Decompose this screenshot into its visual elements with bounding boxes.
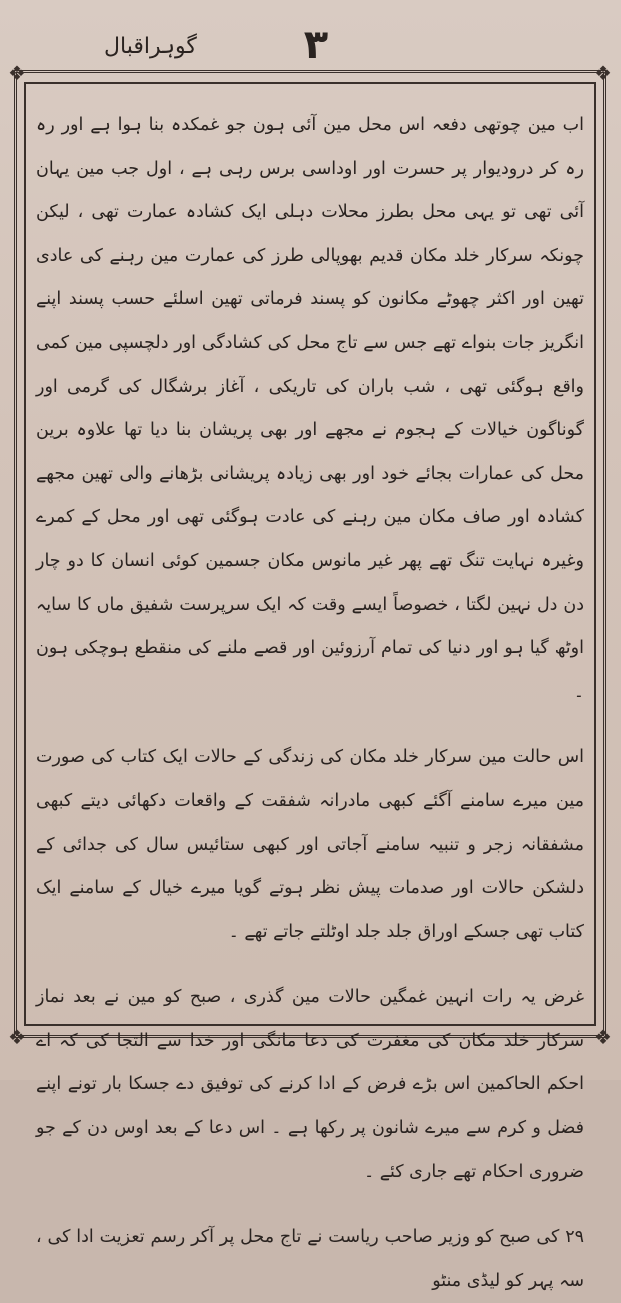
corner-ornament-icon: ❖: [8, 61, 26, 85]
corner-ornament-icon: ❖: [594, 1025, 612, 1049]
running-title: گوہراقبال: [104, 34, 197, 59]
paragraph: ۲۹ کی صبح کو وزیر صاحب ریاست نے تاج محل پر آکر رسم تعزیت ادا کی ، سہ پہر کو لیڈی منٹو: [36, 1227, 584, 1291]
paragraph: اب مین چوتھی دفعہ اس محل مین آئی ہون جو غمکدہ بنا ہوا ہے اور رہ رہ کر درودیوار پر حسرت اور اوداسی برس رہی ہے ، اول جب مین یہان آئی تھی تو یہی محل بطرز محلات دہلی ایک کشادہ عمارت تھی ، لیکن چونکہ سرکار خلد مکان قدیم بھوپالی طرز کی عمارت مین رہنے کی عادی تھین اور اکثر چھوٹے مکانون کو پسند فرماتی تھین اسلئے حسب پسند اپنے انگریز جات بنواے تھے جس سے تاج محل کی کشادگی اور دلچسپی مین کمی واقع ہوگئی تھی ، شب باران کی تاریکی ، آغاز برشگال کی گرمی اور گوناگون خیالات کے ہجوم نے مجھے اور بھی پریشان بنا دیا تھا علاوہ برین محل کی عمارات بجائے خود اور بھی زیادہ پریشانی بڑھانے والی تھین مجھے کشادہ اور صاف مکان مین رہنے کی عادت ہوگئی تھی اور محل کے کمرے وغیرہ نہایت تنگ تھے پھر غیر مانوس مکان جسمین کوئی انسان کا دو چار دن دل نہین لگتا ، خصوصاً ایسے وقت کہ ایک سرپرست شفیق ماں کا سایہ اوٹھ گیا ہو اور دنیا کی تمام آرزوئین اور قصے ملنے کی منقطع ہوچکی ہون ۔: [36, 115, 584, 702]
paragraph: غرض یہ رات انہین غمگین حالات مین گذری ، صبح کو مین نے بعد نماز سرکار خلد مکان کی مغفرت کی دعا مانگی اور خدا سے التجا کی کہ اے احکم الحاکمین اس بڑے فرض کے ادا کرنے کی توفیق دے جسکا بار تونے اپنے فضل و کرم سے میرے شانون پر رکھا ہے ۔ اس دعا کے بعد اوس دن کے جو ضروری احکام تھے جاری کئے ۔: [36, 987, 584, 1182]
paragraph: اس حالت مین سرکار خلد مکان کی زندگی کے حالات ایک کتاب کی صورت مین میرے سامنے آگئے کبھی مادرانہ شفقت کے واقعات دکھائی دیتے کبھی مشفقانہ زجر و تنبیہ سامنے آجاتی اور کبھی ستائیس سال کی جدائی کے دلشکن حالات اور صدمات پیش نظر ہوتے گویا میرے خیال کے سامنے ایک کتاب تھی جسکے اوراق جلد جلد اوٹلتے جاتے تھے ۔: [36, 747, 584, 942]
corner-ornament-icon: ❖: [594, 61, 612, 85]
page-number: ۳: [303, 22, 329, 68]
corner-ornament-icon: ❖: [8, 1025, 26, 1049]
body-text: [36, 104, 584, 1303]
